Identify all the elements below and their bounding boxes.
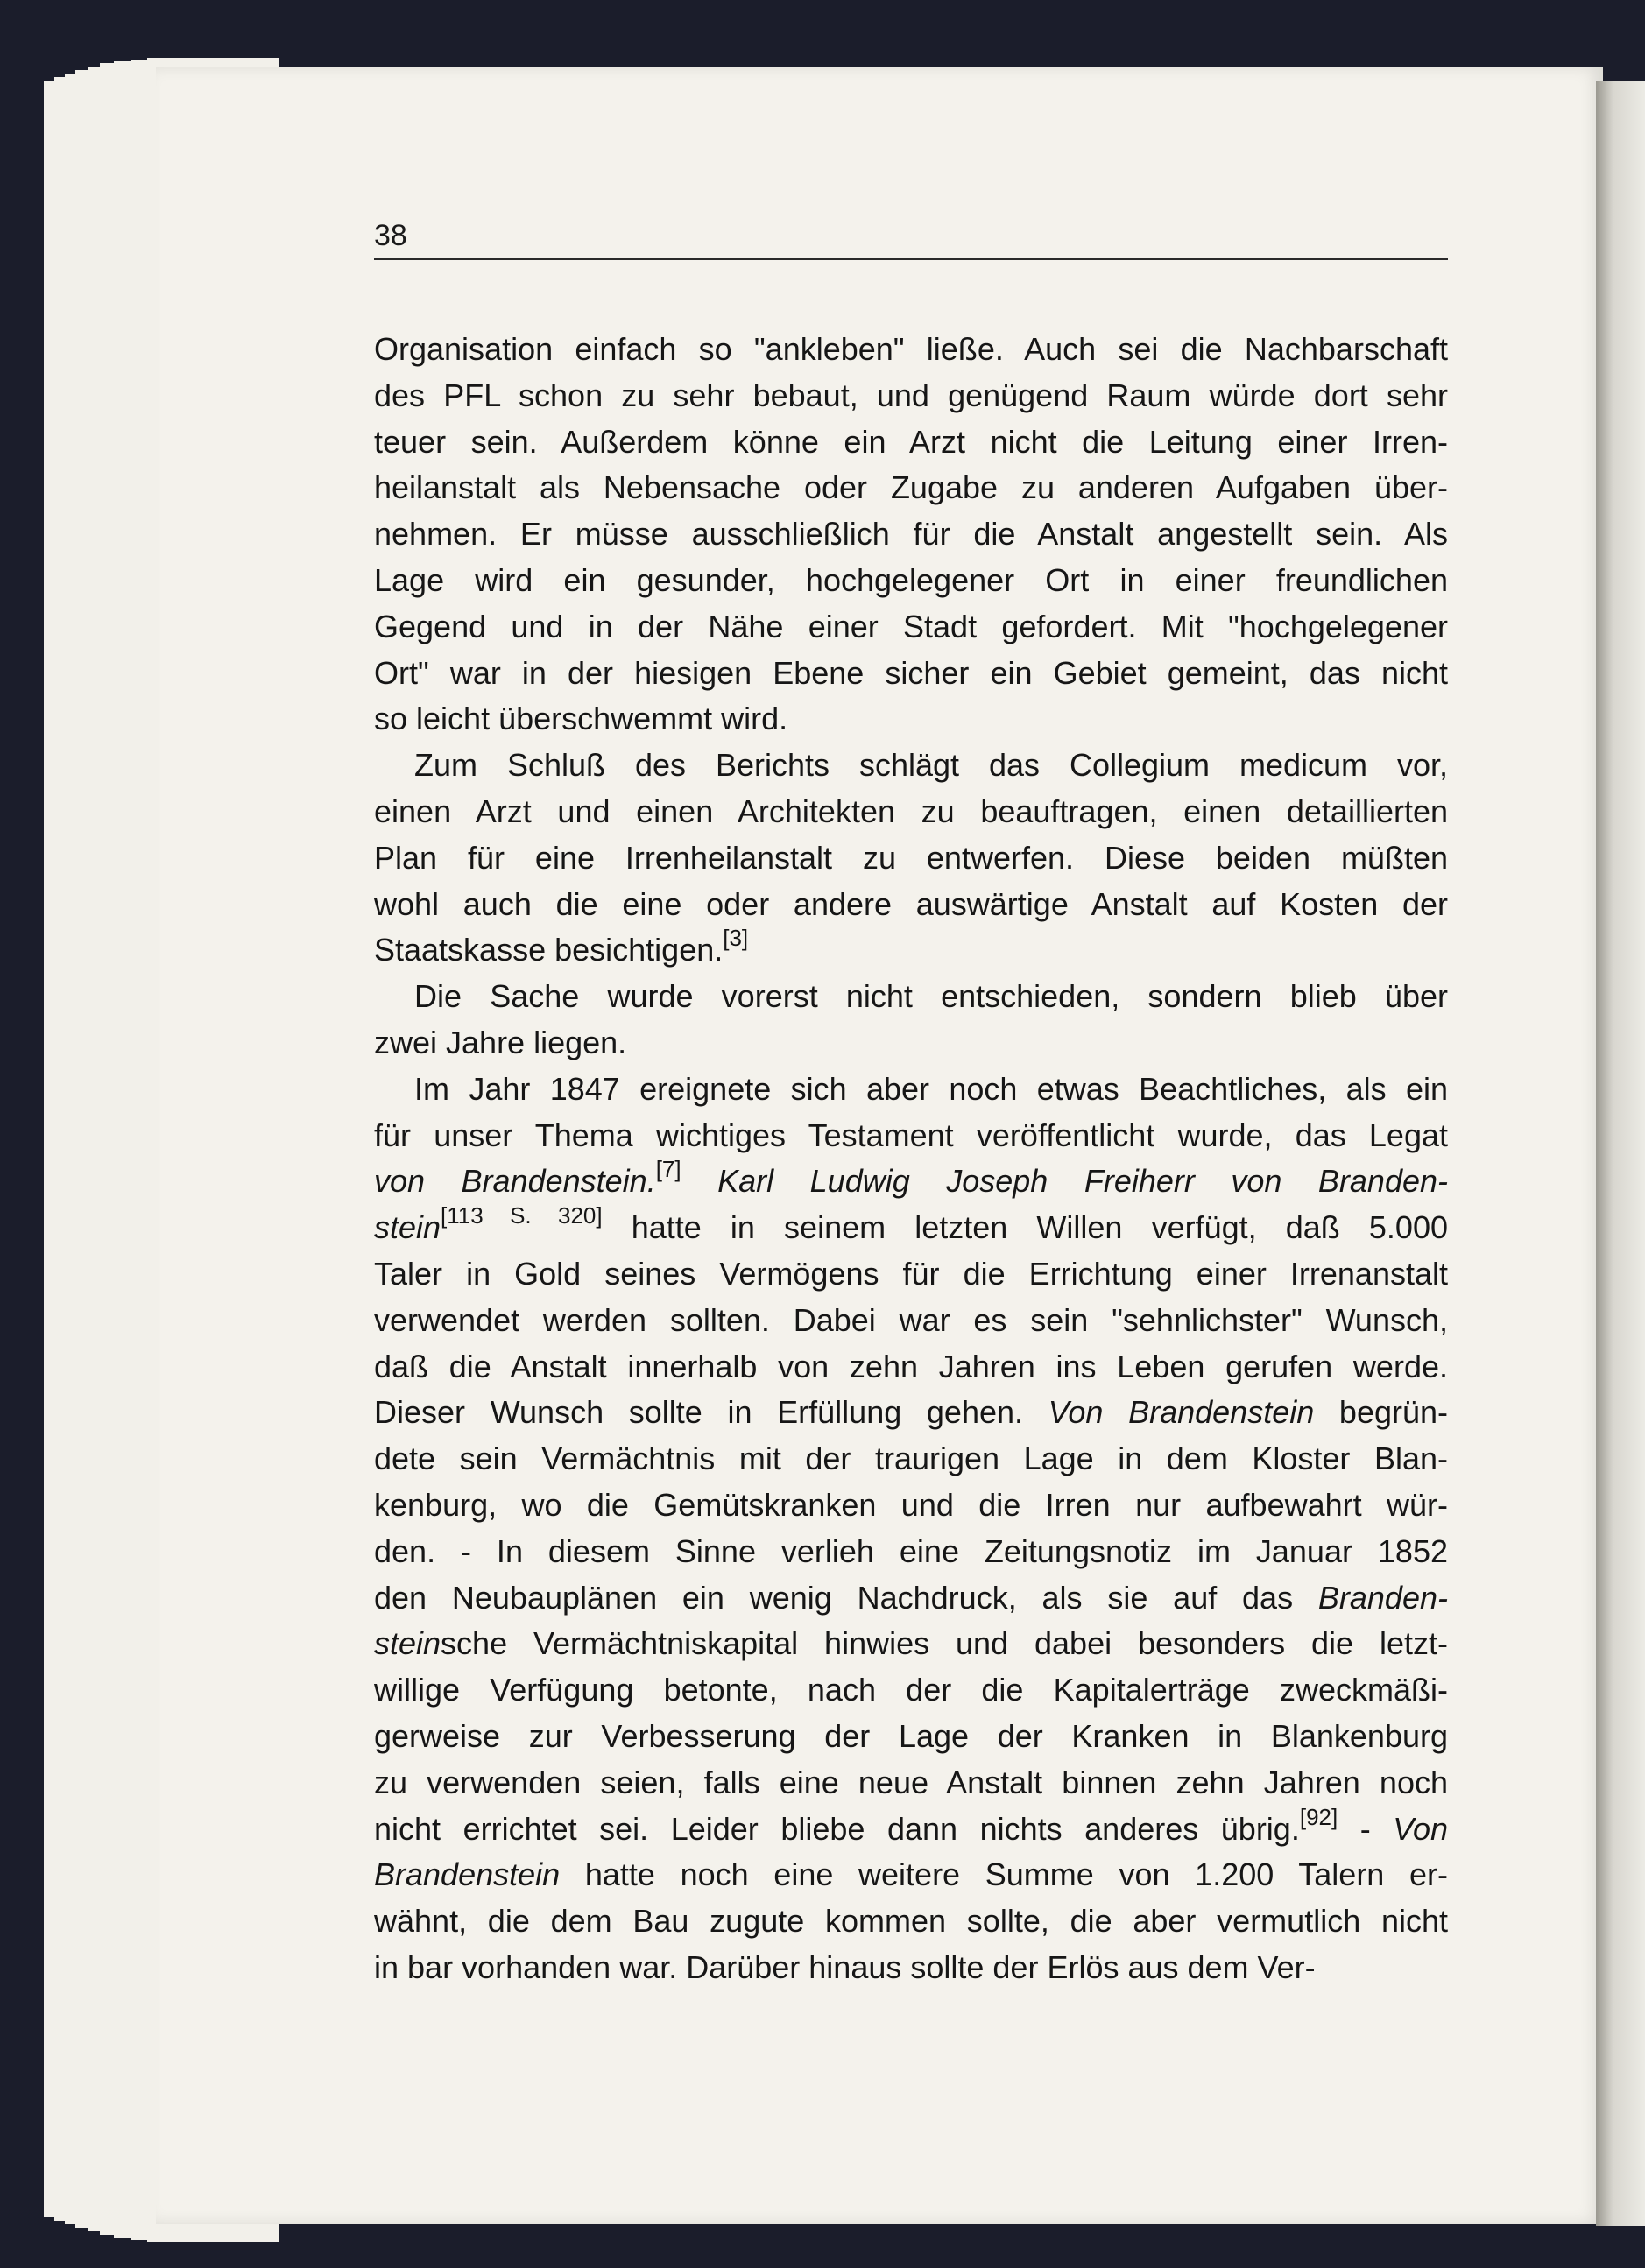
text-run: dete sein Vermächtnis mit der traurigen Lage in dem Kloster Blan- [374,1440,1448,1477]
text-run: gerweise zur Verbesserung der Lage der Kranken in Blankenburg [374,1717,1448,1754]
text-line [374,465,1448,511]
paragraph [374,974,1448,1067]
text-line [374,1251,1448,1298]
text-run: begrün- [1314,1394,1449,1431]
text-line [374,373,1448,419]
text-run: zu verwenden seien, falls eine neue Anstalt binnen zehn Jahren noch [374,1764,1448,1800]
text-line [374,1760,1448,1807]
body-text [374,327,1448,1991]
text-run [681,1163,718,1199]
text-run: hatte in seinem letzten Willen verfügt, daß 5.000 [602,1209,1448,1246]
text-line [374,327,1448,373]
text-run: Zum Schluß des Berichts schlägt das Collegium medicum vor, [414,747,1448,784]
text-run: hatte noch eine weitere Summe von 1.200 Talern er- [560,1856,1448,1893]
paragraph [374,743,1448,974]
italic-text: stein [374,1209,441,1246]
text-run: zwei Jahre liegen. [374,1024,627,1060]
text-run: des PFL schon zu sehr bebaut, und genügend Raum würde dort sehr [374,377,1448,413]
paragraph [374,327,1448,743]
text-line [374,1344,1448,1391]
header-rule [374,258,1448,260]
text-run: heilanstalt als Nebensache oder Zugabe zu anderen Aufgaben über- [374,469,1448,506]
text-line [374,1575,1448,1622]
text-line [374,1667,1448,1714]
text-line [374,789,1448,835]
text-line [374,1113,1448,1159]
text-run: wohl auch die eine oder andere auswärtige Anstalt auf Kosten der [374,885,1448,922]
text-line [374,1202,1448,1251]
italic-text: Von Brandenstein [1048,1394,1315,1431]
text-run: - [1338,1810,1394,1847]
text-line [374,1020,1448,1067]
footnote-ref: [113 S. 320] [441,1202,603,1229]
text-run: Lage wird ein gesunder, hochgelegener Ort in einer freundlichen [374,561,1448,598]
italic-text: Branden- [1317,1579,1448,1616]
text-run: Taler in Gold seines Vermögens für die Errichtung einer Irrenanstalt [374,1255,1448,1292]
italic-text: von Brandenstein. [374,1163,656,1200]
text-line [374,743,1448,789]
text-run: wähnt, die dem Bau zugute kommen sollte, die aber vermutlich nicht [374,1903,1448,1940]
italic-text: Brandenstein [374,1856,561,1893]
text-run: den Neubauplänen ein wenig Nachdruck, als sie auf das [374,1579,1318,1616]
text-line [374,1621,1448,1667]
text-run: Staatskasse besichtigen. [374,932,724,968]
text-line [374,1298,1448,1344]
footnote-ref: [92] [1299,1803,1338,1830]
page-fold [1596,81,1645,2226]
text-line [374,1714,1448,1760]
text-line [374,1390,1448,1436]
text-run: Organisation einfach so "ankleben" ließe. Auch sei die Nachbarschaft [374,331,1448,367]
text-run: nicht errichtet sei. Leider bliebe dann nichts anderes übrig. [374,1810,1300,1847]
text-line [374,1945,1448,1991]
text-line [374,1067,1448,1113]
text-run: so leicht überschwemmt wird. [374,701,788,737]
text-line [374,1529,1448,1575]
text-run: Dieser Wunsch sollte in Erfüllung gehen. [374,1394,1048,1431]
text-run: nehmen. Er müsse ausschließlich für die Anstalt angestellt sein. Als [374,516,1448,553]
text-run: in bar vorhanden war. Darüber hinaus sollte der Erlös aus dem Ver- [374,1948,1316,1985]
text-run: einen Arzt und einen Architekten zu beauftragen, einen detaillierten [374,792,1448,829]
page-number: 38 [374,219,407,252]
text-run: den. - In diesem Sinne verlieh eine Zeitungsnotiz im Januar 1852 [374,1532,1448,1569]
text-line [374,651,1448,697]
text-line [374,974,1448,1020]
text-line [374,696,1448,743]
text-line [374,604,1448,651]
text-run: Die Sache wurde vorerst nicht entschieden, sondern blieb über [414,978,1448,1015]
text-line [374,1156,1448,1205]
text-line [374,927,1448,974]
paragraph [374,1067,1448,1991]
text-run: willige Verfügung betonte, nach der die Kapitalerträge zweckmäßi- [374,1672,1448,1708]
text-run: Plan für eine Irrenheilanstalt zu entwerfen. Diese beiden müßten [374,839,1448,876]
text-run: Ort" war in der hiesigen Ebene sicher ein Gebiet gemeint, das nicht [374,654,1448,691]
text-line [374,558,1448,604]
text-run: daß die Anstalt innerhalb von zehn Jahren ins Leben gerufen werde. [374,1348,1448,1384]
italic-text: stein [374,1625,441,1662]
italic-text: Von [1393,1810,1448,1847]
text-line [374,1436,1448,1483]
text-line [374,419,1448,466]
italic-text: Karl Ludwig Joseph Freiherr von Branden- [717,1163,1448,1200]
text-run: verwendet werden sollten. Dabei war es sein "sehnlichster" Wunsch, [374,1301,1448,1338]
text-run: sche Vermächtniskapital hinwies und dabei besonders die letzt- [441,1625,1448,1662]
footnote-ref: [7] [655,1156,681,1183]
text-line [374,1803,1448,1853]
text-run: für unser Thema wichtiges Testament veröffentlicht wurde, das Legat [374,1116,1448,1153]
text-line [374,1898,1448,1945]
text-run: Gegend und in der Nähe einer Stadt gefordert. Mit "hochgelegener [374,608,1448,644]
text-run: kenburg, wo die Gemütskranken und die Irren nur aufbewahrt wür- [374,1486,1448,1523]
text-run: Im Jahr 1847 ereignete sich aber noch etwas Beachtliches, als ein [414,1070,1448,1107]
text-line [374,882,1448,928]
text-run: teuer sein. Außerdem könne ein Arzt nicht die Leitung einer Irren- [374,423,1448,460]
text-line [374,835,1448,882]
text-line [374,511,1448,558]
footnote-ref: [3] [723,925,749,952]
text-line [374,1483,1448,1529]
text-line [374,1852,1448,1898]
